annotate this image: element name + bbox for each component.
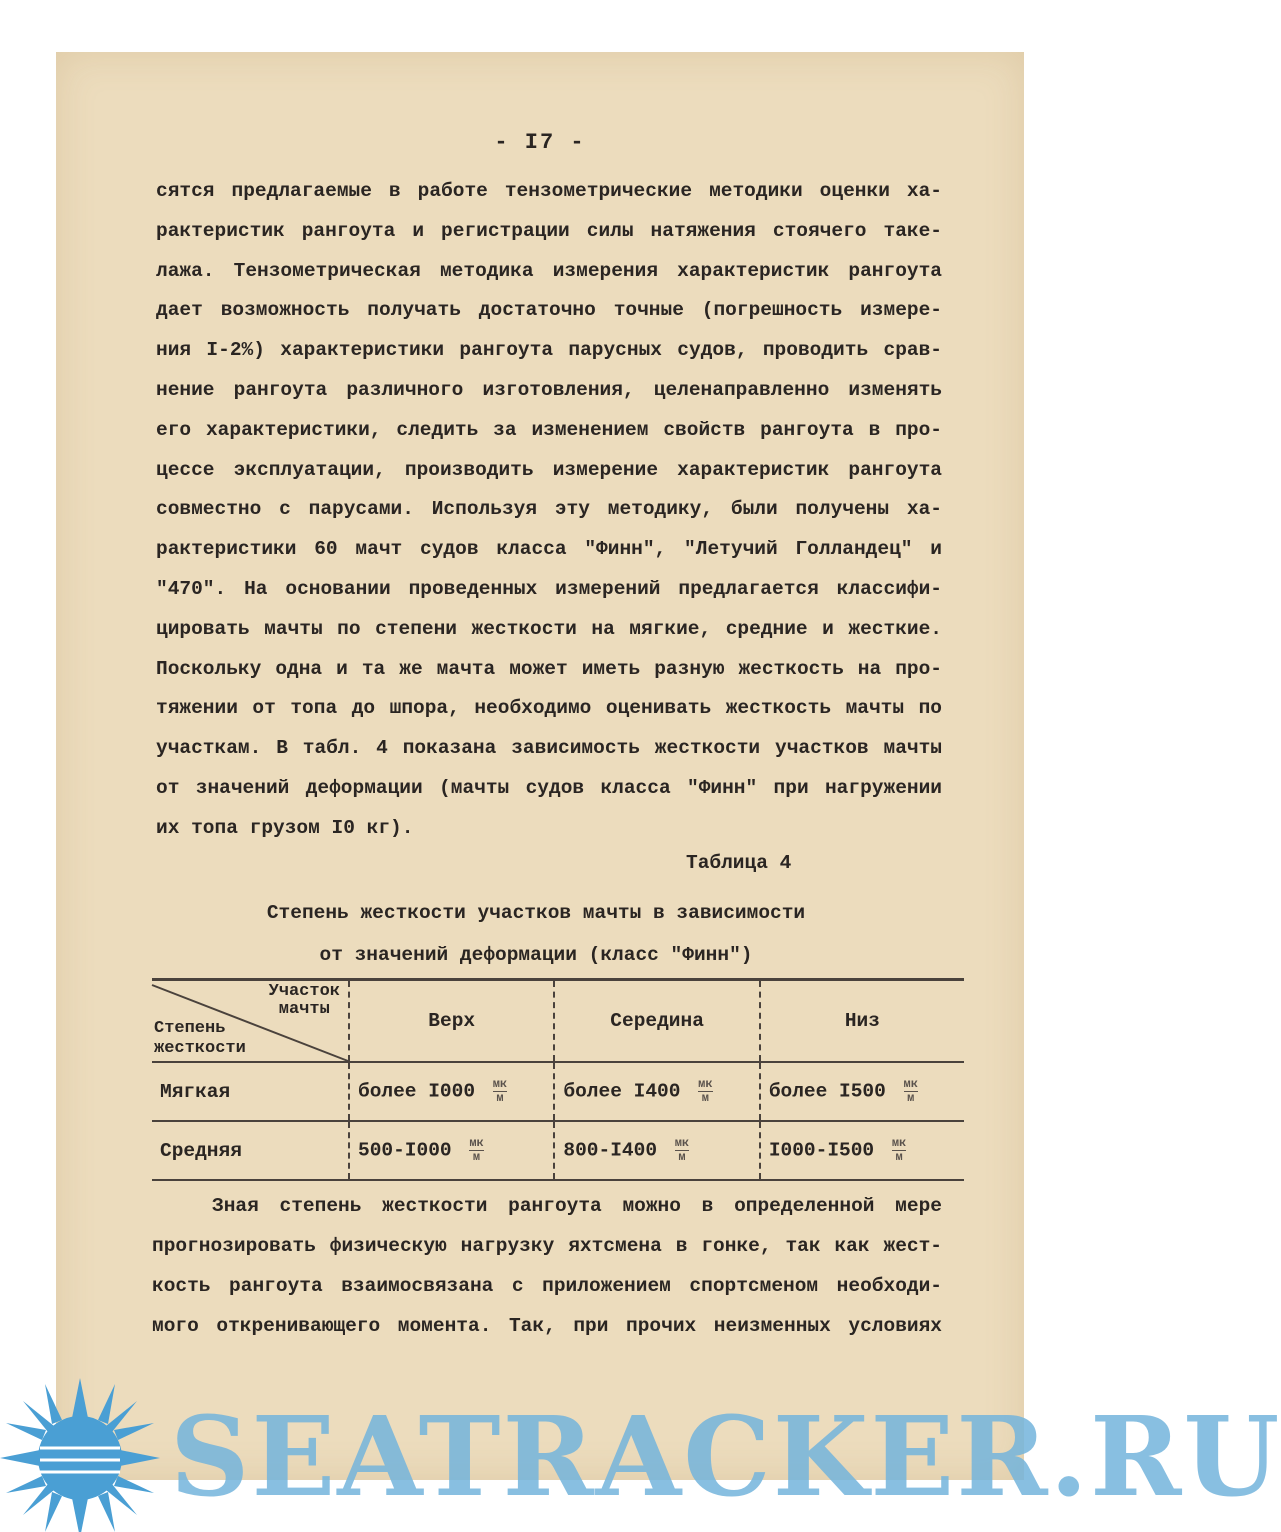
- unit-denominator: м: [907, 1091, 915, 1105]
- text-line: прогнозировать физическую нагрузку яхтсмена в гонке, так как жест-: [152, 1235, 942, 1257]
- watermark-text: SEATRACKER.RU: [170, 1392, 1281, 1521]
- table-cell: [760, 1121, 964, 1180]
- unit-denominator: м: [701, 1091, 709, 1105]
- text-line: их топа грузом I0 кг).: [156, 816, 414, 839]
- unit-numerator: мк: [674, 1136, 690, 1150]
- column-header: Верх: [349, 980, 554, 1063]
- text-line: лажа. Тензометрическая методика измерения характеристик рангоута: [156, 259, 942, 282]
- column-header: Середина: [554, 980, 759, 1063]
- cell-value: более I400: [563, 1080, 681, 1103]
- paragraph-2: [152, 1186, 942, 1346]
- text-line: цировать мачты по степени жесткости на мягкие, средние и жесткие.: [156, 617, 942, 640]
- corner-header-cell: [152, 980, 349, 1063]
- text-line: ния I-2%) характеристики рангоута парусных судов, проводить срав-: [156, 339, 942, 362]
- text-line: дает возможность получать достаточно точные (погрешность измере-: [156, 299, 942, 322]
- table-title-line: от значений деформации (класс "Финн"): [319, 944, 753, 966]
- sun-logo-icon: [0, 1378, 180, 1528]
- stiffness-table: [152, 978, 964, 1181]
- unit-numerator: мк: [698, 1077, 713, 1091]
- corner-label-stiffness: [154, 1019, 246, 1059]
- unit-numerator: мк: [903, 1077, 918, 1091]
- text-line: участкам. В табл. 4 показана зависимость жесткости участков мачты: [156, 737, 942, 760]
- cell-value: более I000: [358, 1080, 476, 1103]
- table-title: [226, 892, 846, 976]
- text-line: мого откренивающего момента. Так, при прочих неизменных условиях: [152, 1315, 942, 1337]
- text-line: кость рангоута взаимосвязана с приложением спортсменом необходи-: [152, 1275, 942, 1297]
- table-cell: [554, 1121, 759, 1180]
- unit-denominator: м: [472, 1150, 481, 1164]
- corner-label-line: мачты: [278, 1000, 330, 1019]
- page-number: - I7 -: [494, 130, 586, 155]
- unit-fraction: [904, 1078, 918, 1105]
- text-line: совместно с парусами. Используя эту методику, были получены ха-: [156, 498, 942, 521]
- unit-numerator: мк: [469, 1136, 484, 1150]
- paragraph-1: [156, 172, 942, 849]
- text-line: нение рангоута различного изготовления, целенаправленно изменять: [156, 378, 942, 401]
- text-line: цессе эксплуатации, производить измерение характеристик рангоута: [156, 458, 942, 481]
- corner-label-line: Участок: [268, 982, 340, 1001]
- cell-value: более I500: [768, 1080, 886, 1103]
- text-line: от значений деформации (мачты судов класса "Финн" при нагружении: [156, 776, 942, 799]
- corner-label-line: Степень: [154, 1019, 226, 1038]
- unit-denominator: м: [895, 1150, 903, 1164]
- unit-fraction: [493, 1078, 507, 1105]
- table-number: Таблица 4: [686, 852, 792, 874]
- unit-fraction: [675, 1137, 689, 1164]
- unit-fraction: [698, 1078, 712, 1105]
- table-cell: [554, 1062, 759, 1121]
- text-line: рактеристик рангоута и регистрации силы натяжения стоячего таке-: [156, 219, 942, 242]
- table-cell: [349, 1121, 554, 1180]
- unit-denominator: м: [678, 1150, 686, 1164]
- text-line: "470". На основании проведенных измерений предлагается классифи-: [156, 577, 942, 600]
- column-header: Низ: [760, 980, 964, 1063]
- unit-numerator: мк: [891, 1136, 907, 1150]
- table-row: [152, 1062, 964, 1121]
- corner-label-section: [269, 983, 340, 1019]
- unit-denominator: м: [496, 1091, 504, 1105]
- table-title-line: Степень жесткости участков мачты в зависимости: [266, 902, 806, 924]
- row-label: Мягкая: [152, 1062, 349, 1121]
- table-row: [152, 1121, 964, 1180]
- corner-label-line: жесткости: [154, 1039, 246, 1058]
- unit-fraction: [469, 1137, 483, 1164]
- text-line: тяжении от топа до шпора, необходимо оценивать жесткость мачты по: [156, 697, 942, 720]
- table-header-row: [152, 980, 964, 1063]
- cell-value: 800-I400: [563, 1139, 658, 1162]
- cell-value: 500-I000: [358, 1139, 452, 1162]
- unit-numerator: мк: [492, 1077, 508, 1091]
- row-label: Средняя: [152, 1121, 349, 1180]
- table-cell: [760, 1062, 964, 1121]
- text-line: рактеристики 60 мачт судов класса "Финн", "Летучий Голландец" и: [156, 538, 942, 561]
- unit-fraction: [892, 1137, 906, 1164]
- text-line: Поскольку одна и та же мачта может иметь разную жесткость на про-: [156, 657, 942, 680]
- watermark: [0, 1378, 1281, 1528]
- document-page: [56, 52, 1024, 1480]
- text-line: сятся предлагаемые в работе тензометрические методики оценки ха-: [156, 180, 942, 202]
- text-line: Зная степень жесткости рангоута можно в определенной мере: [212, 1195, 942, 1217]
- cell-value: I000-I500: [768, 1139, 875, 1162]
- table-cell: [349, 1062, 554, 1121]
- text-line: его характеристики, следить за изменением свойств рангоута в про-: [156, 418, 942, 441]
